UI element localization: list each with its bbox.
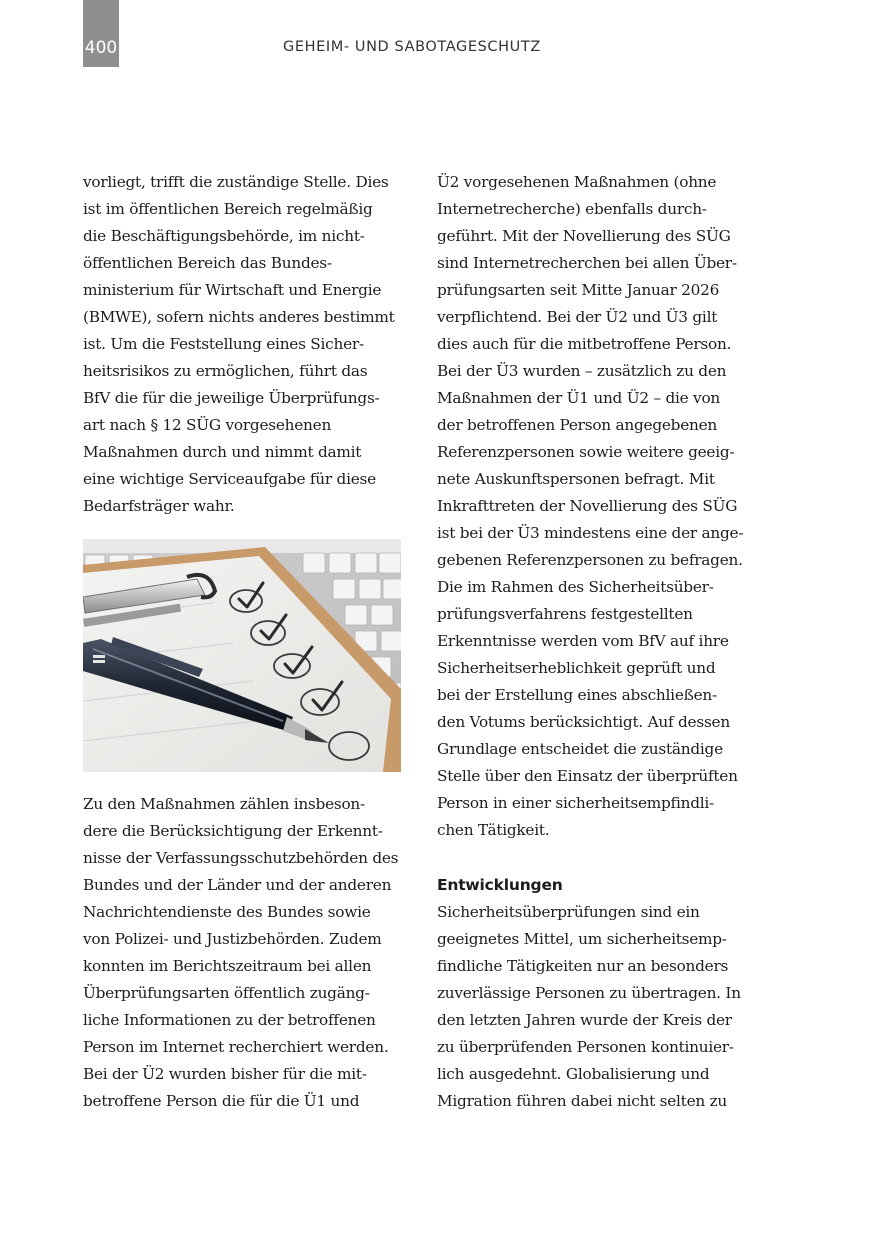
text-line: eine wichtige Serviceaufgabe für diese: [83, 470, 376, 488]
text-line: art nach § 12 SÜG vorgesehenen: [83, 416, 332, 434]
text-line: Migration führen dabei nicht selten zu: [437, 1092, 727, 1110]
text-line: ministerium für Wirtschaft und Energie: [83, 281, 382, 299]
text-line: die Beschäftigungsbehörde, im nicht-: [83, 227, 365, 245]
text-line: Bei der Ü2 wurden bisher für die mit-: [83, 1065, 367, 1083]
right-section-entwicklungen: [437, 872, 767, 1115]
text-line: Bedarfsträger wahr.: [83, 497, 235, 515]
right-paragraph-1: [437, 169, 767, 844]
text-line: zuverlässige Personen zu übertragen. In: [437, 984, 741, 1002]
text-line: Sicherheitserheblichkeit geprüft und: [437, 659, 716, 677]
text-line: Maßnahmen durch und nimmt damit: [83, 443, 362, 461]
text-line: sind Internetrecherchen bei allen Über-: [437, 254, 737, 272]
text-line: BfV die für die jeweilige Überprüfungs-: [83, 389, 380, 407]
text-line: Grundlage entscheidet die zuständige: [437, 740, 723, 758]
text-line: Die im Rahmen des Sicherheitsüber-: [437, 578, 714, 596]
text-line: Nachrichtendienste des Bundes sowie: [83, 903, 371, 921]
text-line: Überprüfungsarten öffentlich zugäng-: [83, 984, 370, 1002]
text-line: Bei der Ü3 wurden – zusätzlich zu den: [437, 362, 727, 380]
text-line: chen Tätigkeit.: [437, 821, 550, 839]
text-line: öffentlichen Bereich das Bundes-: [83, 254, 332, 272]
text-line: von Polizei- und Justizbehörden. Zudem: [83, 930, 382, 948]
text-line: zu überprüfenden Personen kontinuier-: [437, 1038, 734, 1056]
text-line: verpflichtend. Bei der Ü2 und Ü3 gilt: [437, 308, 718, 326]
text-line: den letzten Jahren wurde der Kreis der: [437, 1011, 732, 1029]
text-line: Erkenntnisse werden vom BfV auf ihre: [437, 632, 729, 650]
text-line: den Votums berücksichtigt. Auf dessen: [437, 713, 730, 731]
text-line: Person im Internet recherchiert werden.: [83, 1038, 389, 1056]
text-line: liche Informationen zu der betroffenen: [83, 1011, 376, 1029]
running-header: GEHEIM- UND SABOTAGESCHUTZ: [283, 39, 541, 55]
text-line: prüfungsarten seit Mitte Januar 2026: [437, 281, 720, 299]
text-line: ist im öffentlichen Bereich regelmäßig: [83, 200, 373, 218]
text-line: Sicherheitsüberprüfungen sind ein: [437, 903, 700, 921]
text-line: Person in einer sicherheitsempfindli-: [437, 794, 714, 812]
text-line: dere die Berücksichtigung der Erkennt-: [83, 822, 383, 840]
text-line: heitsrisikos zu ermöglichen, führt das: [83, 362, 368, 380]
text-line: Bundes und der Länder und der anderen: [83, 876, 392, 894]
text-line: nisse der Verfassungsschutzbehörden des: [83, 849, 399, 867]
section-heading: Entwicklungen: [437, 876, 563, 894]
text-line: Zu den Maßnahmen zählen insbeson-: [83, 795, 365, 813]
text-line: gebenen Referenzpersonen zu befragen.: [437, 551, 743, 569]
text-line: findliche Tätigkeiten nur an besonders: [437, 957, 729, 975]
left-paragraph-1: [83, 169, 413, 520]
text-line: prüfungsverfahrens festgestellten: [437, 605, 693, 623]
text-line: geeignetes Mittel, um sicherheitsemp-: [437, 930, 727, 948]
text-line: vorliegt, trifft die zuständige Stelle. Dies: [83, 173, 389, 191]
text-line: ist. Um die Feststellung eines Sicher-: [83, 335, 364, 353]
text-line: Internetrecherche) ebenfalls durch-: [437, 200, 707, 218]
text-line: Stelle über den Einsatz der überprüften: [437, 767, 738, 785]
text-line: (BMWE), sofern nichts anderes bestimmt: [83, 308, 395, 326]
text-line: Maßnahmen der Ü1 und Ü2 – die von: [437, 389, 721, 407]
text-line: der betroffenen Person angegebenen: [437, 416, 718, 434]
text-line: betroffene Person die für die Ü1 und: [83, 1092, 360, 1110]
text-line: ist bei der Ü3 mindestens eine der ange-: [437, 524, 744, 542]
text-line: Inkrafttreten der Novellierung des SÜG: [437, 497, 738, 515]
text-line: nete Auskunftspersonen befragt. Mit: [437, 470, 715, 488]
text-line: dies auch für die mitbetroffene Person.: [437, 335, 732, 353]
checklist-photo: [83, 539, 401, 772]
text-line: konnten im Berichtszeitraum bei allen: [83, 957, 372, 975]
text-line: Referenzpersonen sowie weitere geeig-: [437, 443, 735, 461]
text-line: geführt. Mit der Novellierung des SÜG: [437, 227, 731, 245]
text-line: Ü2 vorgesehenen Maßnahmen (ohne: [437, 173, 717, 191]
text-line: lich ausgedehnt. Globalisierung und: [437, 1065, 710, 1083]
page-number: 400: [84, 38, 118, 58]
left-paragraph-2: [83, 791, 413, 1115]
text-line: bei der Erstellung eines abschließen-: [437, 686, 717, 704]
